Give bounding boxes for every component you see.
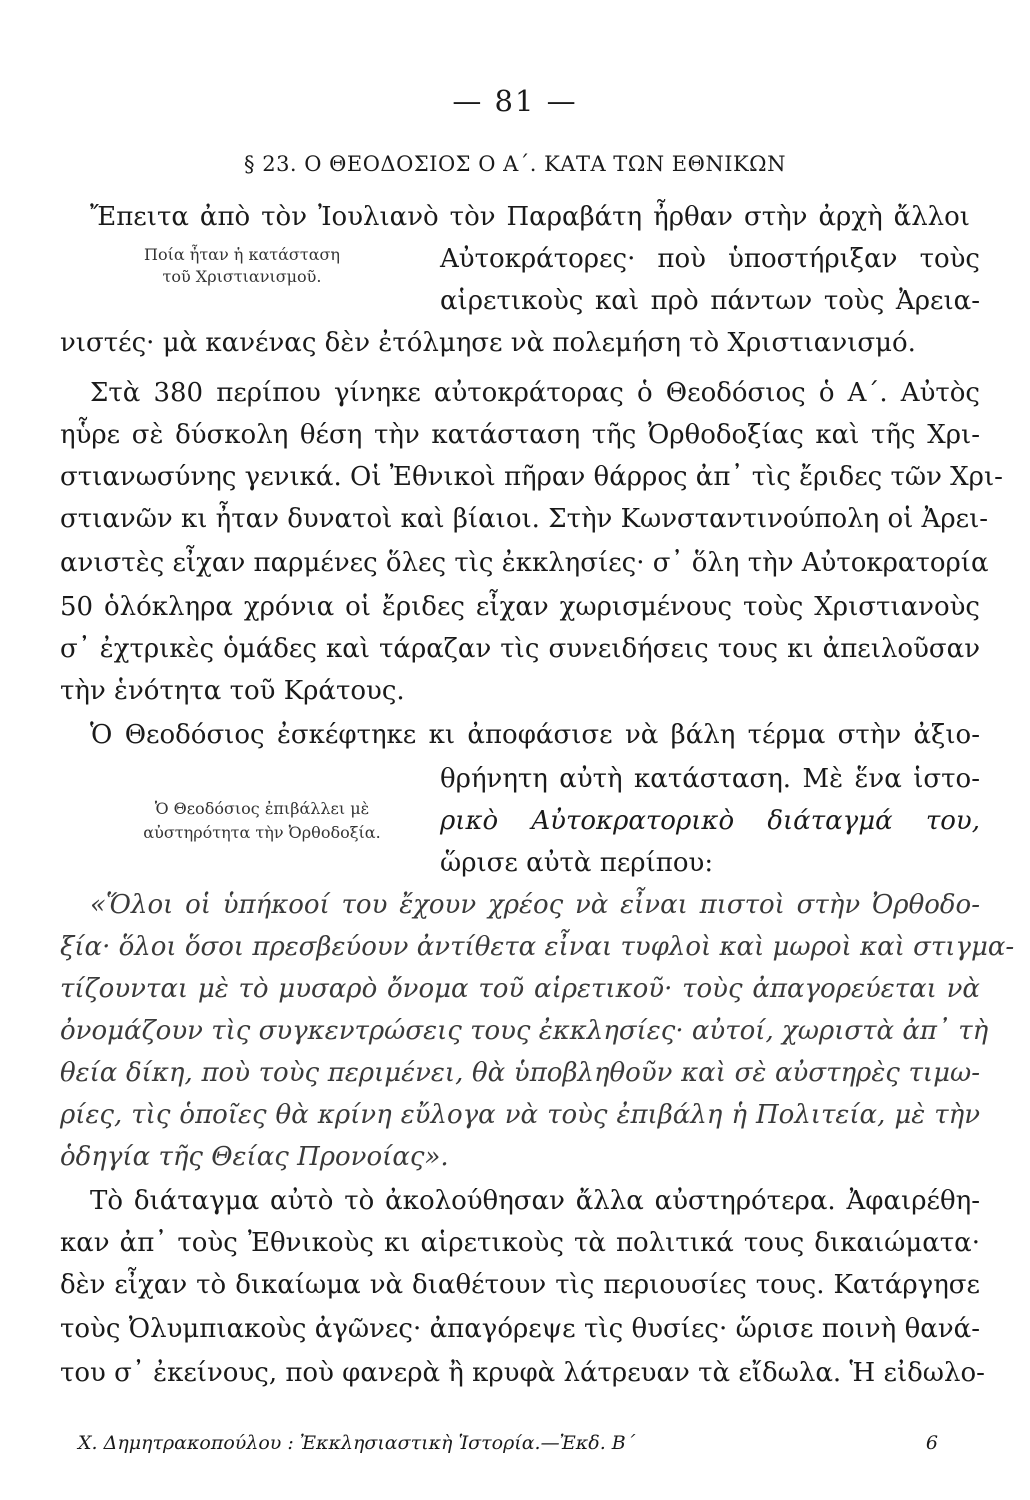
- text-line: 50 ὁλόκληρα χρόνια οἱ ἔριδες εἶχαν χωρισμένους τοὺς Χριστιανοὺς: [60, 592, 980, 622]
- text-line: ηὗρε σὲ δύσκολη θέση τὴν κατάσταση τῆς Ὀρθοδοξίας καὶ τῆς Χρι-: [60, 420, 980, 450]
- footer-text: Χ. Δημητρακοπούλου : Ἐκκλησιαστικὴ Ἱστορία.—Ἐκδ. Β΄: [78, 1432, 636, 1454]
- text-line: στιανωσύνης γενικά. Οἱ Ἐθνικοὶ πῆραν θάρρος ἀπ᾿ τὶς ἔριδες τῶν Χρι-: [60, 462, 1003, 492]
- sidenote-line: Ὁ Θεοδόσιος ἐπιβάλλει μὲ: [154, 799, 370, 818]
- text-line: ρικὸ Αὐτοκρατορικὸ διάταγμά του,: [440, 806, 980, 836]
- text-line: θρήνητη αὐτὴ κατάσταση. Μὲ ἕνα ἱστο-: [440, 764, 980, 794]
- text-line: νιστές· μὰ κανένας δὲν ἐτόλμησε νὰ πολεμήση τὸ Χριστιανισμό.: [60, 328, 916, 358]
- text-line: αἱρετικοὺς καὶ πρὸ πάντων τοὺς Ἀρεια-: [440, 286, 980, 316]
- text-line: δὲν εἶχαν τὸ δικαίωμα νὰ διαθέτουν τὶς περιουσίες τους. Κατάργησε: [60, 1270, 980, 1300]
- text-line: τοὺς Ὀλυμπιακοὺς ἀγῶνες· ἀπαγόρεψε τὶς θυσίες· ὥρισε ποινὴ θανά-: [60, 1314, 980, 1344]
- quote-line: ὀνομάζουν τὶς συγκεντρώσεις τους ἐκκλησίες· αὐτοί, χωριστὰ ἀπ᾿ τὴ: [60, 1016, 989, 1046]
- text-line: Ἔπειτα ἀπὸ τὸν Ἰουλιανὸ τὸν Παραβάτη ἦρθαν στὴν ἀρχὴ ἄλλοι: [90, 202, 970, 232]
- quote-line: ὁδηγία τῆς Θείας Προνοίας».: [60, 1142, 449, 1172]
- quote-line: θεία δίκη, ποὺ τοὺς περιμένει, θὰ ὑποβληθοῦν καὶ σὲ αὐστηρὲς τιμω-: [60, 1058, 980, 1088]
- quote-line: τίζουνται μὲ τὸ μυσαρὸ ὄνομα τοῦ αἱρετικοῦ· τοὺς ἀπαγορεύεται νὰ: [60, 974, 980, 1004]
- sidenote-line: αὐστηρότητα τὴν Ὀρθοδοξία.: [143, 823, 381, 842]
- text-line: σ᾿ ἐχτρικὲς ὁμάδες καὶ τάραζαν τὶς συνειδήσεις τους κι ἀπειλοῦσαν: [60, 634, 980, 664]
- text-line: Στὰ 380 περίπου γίνηκε αὐτοκράτορας ὁ Θεοδόσιος ὁ Α΄. Αὐτὸς: [90, 378, 980, 408]
- text-line: τὴν ἑνότητα τοῦ Κράτους.: [60, 676, 405, 706]
- text-line: ανιστὲς εἶχαν παρμένες ὅλες τὶς ἐκκλησίες· σ᾿ ὅλη τὴν Αὐτοκρατορία: [60, 548, 989, 578]
- signature-number: 6: [925, 1432, 938, 1454]
- quote-line: ρίες, τὶς ὁποῖες θὰ κρίνη εὔλογα νὰ τοὺς ἐπιβάλη ἡ Πολιτεία, μὲ τὴν: [60, 1100, 980, 1130]
- footer: [78, 1432, 938, 1454]
- sidenote-line: τοῦ Χριστιανισμοῦ.: [162, 267, 322, 286]
- text-line: Αὐτοκράτορες· ποὺ ὑποστήριξαν τοὺς: [440, 244, 980, 274]
- page-number: — 81 —: [452, 84, 578, 118]
- text-line: καν ἀπ᾿ τοὺς Ἐθνικοὺς κι αἱρετικοὺς τὰ πολιτικά τους δικαιώματα·: [60, 1228, 980, 1258]
- quote-line: «Ὅλοι οἱ ὑπήκοοί του ἔχουν χρέος νὰ εἶναι πιστοὶ στὴν Ὀρθοδο-: [90, 890, 980, 920]
- text-line: ὥρισε αὐτὰ περίπου:: [440, 848, 714, 878]
- text-line: Τὸ διάταγμα αὐτὸ τὸ ἀκολούθησαν ἄλλα αὐστηρότερα. Ἀφαιρέθη-: [90, 1186, 980, 1216]
- sidenote-line: Ποία ἦταν ἡ κατάσταση: [143, 245, 341, 264]
- text-line: στιανῶν κι ἦταν δυνατοὶ καὶ βίαιοι. Στὴν Κωνσταντινούπολη οἱ Ἀρει-: [60, 504, 989, 534]
- text-line: του σ᾿ ἐκείνους, ποὺ φανερὰ ἢ κρυφὰ λάτρευαν τὰ εἴδωλα. Ἡ εἰδωλο-: [60, 1358, 985, 1388]
- quote-line: ξία· ὅλοι ὅσοι πρεσβεύουν ἀντίθετα εἶναι τυφλοὶ καὶ μωροὶ καὶ στιγμα-: [60, 932, 1015, 962]
- text-line: Ὁ Θεοδόσιος ἐσκέφτηκε κι ἀποφάσισε νὰ βάλη τέρμα στὴν ἀξιο-: [90, 720, 980, 750]
- section-title: § 23. Ο ΘΕΟΔΟΣΙΟΣ Ο Α΄. ΚΑΤΑ ΤΩΝ ΕΘΝΙΚΩΝ: [244, 152, 786, 176]
